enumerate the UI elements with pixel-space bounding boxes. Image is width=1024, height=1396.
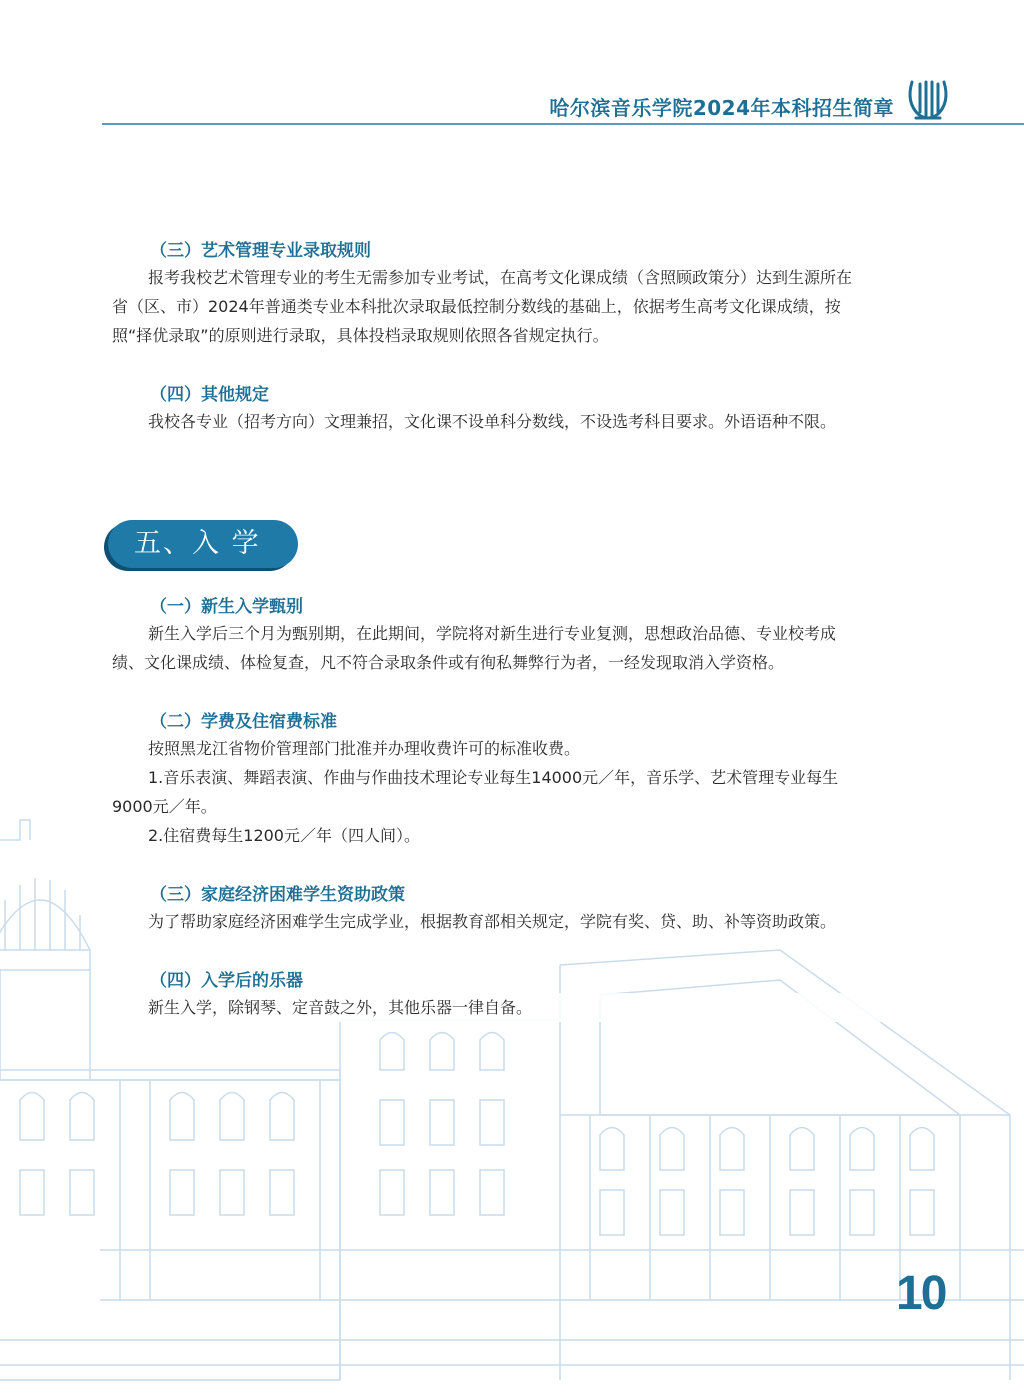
heading-other-rules: （四）其他规定 <box>150 380 269 405</box>
heading-freshman-screening: （一）新生入学甄别 <box>150 592 303 617</box>
header-divider <box>102 123 1024 125</box>
lyre-logo-icon <box>904 74 952 126</box>
heading-arts-management-admission: （三）艺术管理专业录取规则 <box>150 236 371 261</box>
text-line: 报考我校艺术管理专业的考生无需参加专业考试，在高考文化课成绩（含照顾政策分）达到生源所在 <box>148 268 853 287</box>
section-title-enrollment: 五、入 学 <box>108 520 298 568</box>
text-line: 新生入学后三个月为甄别期，在此期间，学院将对新生进行专业复测，思想政治品德、专业校考成 <box>148 624 837 643</box>
text-line: 新生入学，除钢琴、定音鼓之外，其他乐器一律自备。 <box>148 998 533 1017</box>
paragraph-financial-aid <box>112 907 902 936</box>
paragraph-arts-management-admission <box>112 263 902 350</box>
paragraph-tuition-fees <box>112 734 902 850</box>
document-header-title: 哈尔滨音乐学院2024年本科招生简章 <box>549 96 894 120</box>
heading-financial-aid: （三）家庭经济困难学生资助政策 <box>150 880 405 905</box>
text-line: 1.音乐表演、舞蹈表演、作曲与作曲技术理论专业每生14000元／年，音乐学、艺术管理专业每生 <box>148 768 839 787</box>
paragraph-freshman-screening <box>112 619 902 677</box>
paragraph-instruments <box>112 993 902 1022</box>
page-number: 10 <box>896 1267 946 1320</box>
text-line: 2.住宿费每生1200元／年（四人间）。 <box>148 826 420 845</box>
text-line: 为了帮助家庭经济困难学生完成学业，根据教育部相关规定，学院有奖、贷、助、补等资助政策。 <box>148 912 837 931</box>
text-line: 9000元／年。 <box>112 797 217 816</box>
heading-tuition-fees: （二）学费及住宿费标准 <box>150 707 337 732</box>
text-line: 我校各专业（招考方向）文理兼招，文化课不设单科分数线，不设选考科目要求。外语语种不限。 <box>148 412 837 431</box>
text-line: 照“择优录取”的原则进行录取，具体投档录取规则依照各省规定执行。 <box>112 326 609 345</box>
text-line: 绩、文化课成绩、体检复查，凡不符合录取条件或有徇私舞弊行为者，一经发现取消入学资格。 <box>112 653 785 672</box>
text-line: 按照黑龙江省物价管理部门批准并办理收费许可的标准收费。 <box>148 739 581 758</box>
heading-instruments: （四）入学后的乐器 <box>150 966 303 991</box>
paragraph-other-rules <box>112 407 902 436</box>
text-line: 省（区、市）2024年普通类专业本科批次录取最低控制分数线的基础上，依据考生高考文化课成绩，按 <box>112 297 841 316</box>
building-illustration <box>0 780 1024 1396</box>
